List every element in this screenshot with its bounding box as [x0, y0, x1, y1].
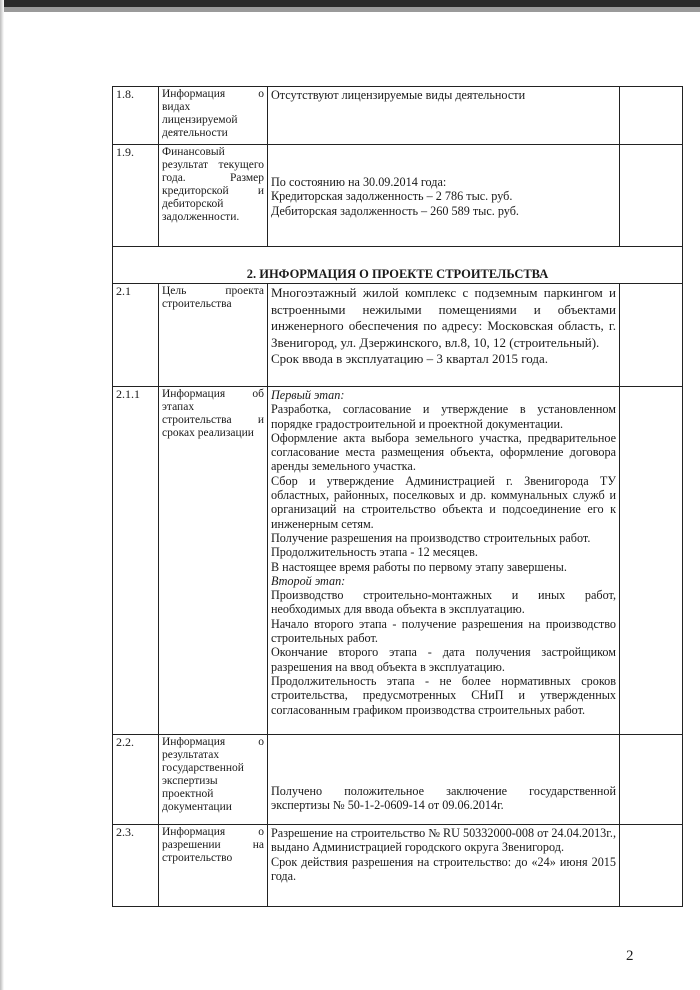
row-content [268, 145, 620, 247]
table-row-2-3 [113, 825, 683, 907]
scan-top-edge [0, 0, 700, 12]
text-line: Срок действия разрешения на строительство: до «24» июня 2015 года. [271, 854, 616, 883]
page-number: 2 [626, 948, 634, 964]
table-row-1-8 [113, 87, 683, 145]
empty-cell [620, 145, 683, 247]
empty-cell [620, 284, 683, 387]
row-number: 2.3. [113, 825, 159, 907]
row-title: Информация об этапах строительства и сроках реализации [159, 387, 268, 735]
row-title: Информация о результатах государственной экспертизы проектной документации [159, 735, 268, 825]
text-line: Сбор и утверждение Администрацией г. Звенигорода ТУ областных, районных, поселковых и др. коммунальных служб и организаций на строительство объекта и подсоединение его к инженерным сетям. [271, 473, 616, 531]
text-line: Срок ввода в эксплуатацию – 3 квартал 2015 года. [271, 351, 548, 366]
row-content [268, 825, 620, 907]
section-header-row [113, 247, 683, 284]
text-line: Разработка, согласование и утверждение в установленном порядке градостроительной и проектной документации. [271, 402, 616, 431]
text-line: В настоящее время работы по первому этапу завершены. [271, 559, 567, 574]
empty-cell [620, 825, 683, 907]
row-number: 1.9. [113, 145, 159, 247]
text-line: Получение разрешения на производство строительных работ. [271, 530, 591, 545]
row-content [268, 284, 620, 387]
row-content: Отсутствуют лицензируемые виды деятельности [268, 87, 620, 145]
text-line: Продолжительность этапа - не более нормативных сроков строительства, предусмотренных СНиП и утвержденных согласованным графиком производства строительных работ. [271, 673, 616, 717]
table-row-2-1 [113, 284, 683, 387]
scan-left-edge [0, 0, 4, 990]
section-title: 2. ИНФОРМАЦИЯ О ПРОЕКТЕ СТРОИТЕЛЬСТВА [113, 247, 683, 284]
info-table [112, 86, 683, 907]
text-line: Начало второго этапа - получение разрешения на производство строительных работ. [271, 616, 616, 646]
empty-cell [620, 387, 683, 735]
stage-heading: Первый этап: [271, 388, 345, 402]
text-line: Дебиторская задолженность – 260 589 тыс. руб. [271, 203, 519, 218]
stage-heading: Второй этап: [271, 573, 346, 588]
empty-cell [620, 735, 683, 825]
row-title: Информация о видах лицензируемой деятельности [159, 87, 268, 145]
text-line: Оформление акта выбора земельного участка, предварительное согласование места размещения объекта, оформление договора аренды земельного участка. [271, 430, 616, 474]
text-line: Многоэтажный жилой комплекс с подземным паркингом и встроенными нежилыми помещениями и объектами инженерного обеспечения по адресу: Московская область, г. Звенигород, ул. Дзержинского, вл.8, 10, 12 (строительный). [271, 285, 616, 350]
text-line: Окончание второго этапа - дата получения застройщиком разрешения на ввод объекта в эксплуатацию. [271, 645, 616, 674]
row-content [268, 387, 620, 735]
text-line: По состоянию на 30.09.2014 года: [271, 175, 447, 189]
table-row-2-2 [113, 735, 683, 825]
text-line: Разрешение на строительство № RU 50332000-008 от 24.04.2013г., выдано Администрацией городского округа Звенигород. [271, 826, 616, 855]
text-line: Кредиторская задолженность – 2 786 тыс. руб. [271, 189, 513, 204]
table-row-1-9 [113, 145, 683, 247]
table-row-2-1-1 [113, 387, 683, 735]
row-number: 2.1 [113, 284, 159, 387]
text-line: Продолжительность этапа - 12 месяцев. [271, 545, 478, 560]
row-number: 2.2. [113, 735, 159, 825]
row-title: Информация о разрешении на строительство [159, 825, 268, 907]
row-title: Финансовый результат текущего года. Размер кредиторской и дебиторской задолженности. [159, 145, 268, 247]
row-content: Получено положительное заключение государственной экспертизы № 50-1-2-0609-14 от 09.06.2014г. [268, 735, 620, 825]
empty-cell [620, 87, 683, 145]
row-number: 2.1.1 [113, 387, 159, 735]
text-line: Производство строительно-монтажных и иных работ, необходимых для ввода объекта в эксплуатацию. [271, 588, 616, 617]
document-page [112, 86, 682, 907]
row-title: Цель проекта строительства [159, 284, 268, 387]
row-number: 1.8. [113, 87, 159, 145]
